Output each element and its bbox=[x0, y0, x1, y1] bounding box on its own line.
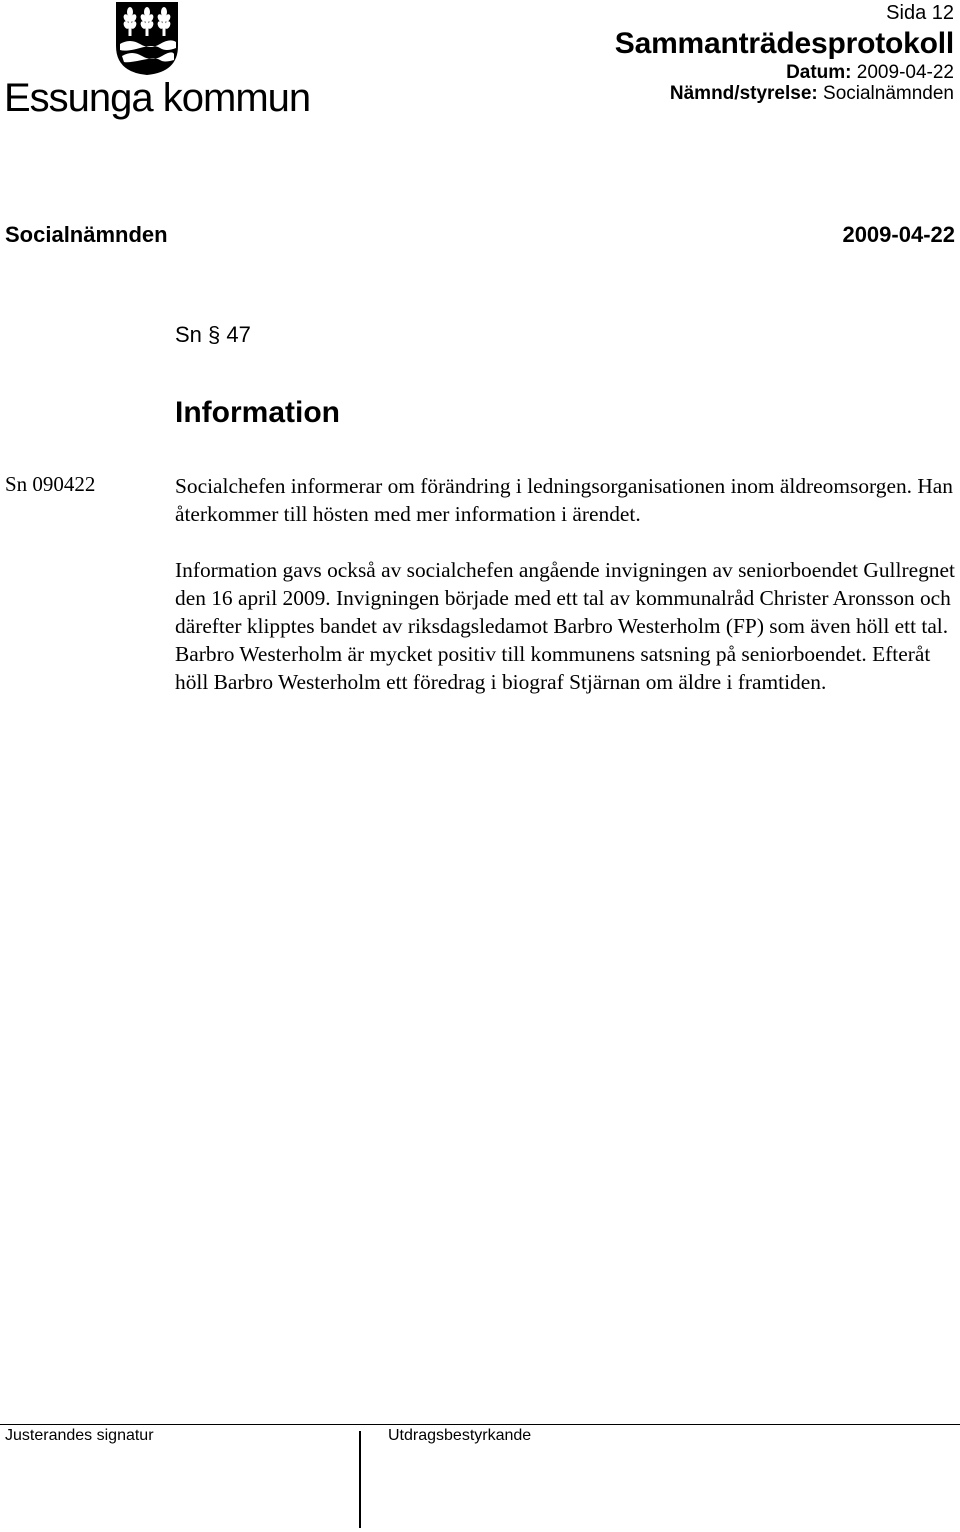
footer-rule bbox=[0, 1424, 960, 1425]
section-body bbox=[175, 472, 957, 696]
document-header bbox=[615, 2, 954, 105]
municipal-crest-icon bbox=[114, 0, 180, 76]
municipality-logo bbox=[0, 0, 311, 125]
page-number: Sida 12 bbox=[886, 2, 954, 24]
certification-label: Utdragsbestyrkande bbox=[388, 1427, 532, 1444]
date-value: 2009-04-22 bbox=[856, 61, 954, 83]
board-value: Socialnämnden bbox=[823, 83, 954, 105]
section-heading: Information bbox=[175, 396, 340, 429]
logo-wordmark: Essunga kommun bbox=[4, 76, 311, 120]
committee-date: 2009-04-22 bbox=[842, 222, 955, 247]
body-paragraph: Socialchefen informerar om förändring i ledningsorganisationen inom äldreomsorgen. Han återkommer till hösten med mer information i ärendet. bbox=[175, 474, 953, 526]
date-line bbox=[615, 62, 954, 84]
signature-label: Justerandes signatur bbox=[5, 1427, 154, 1444]
committee-name: Socialnämnden bbox=[5, 222, 168, 247]
case-reference: Sn 090422 bbox=[5, 472, 96, 496]
board-label: Nämnd/styrelse: bbox=[669, 83, 818, 105]
committee-row bbox=[5, 222, 955, 250]
document-title: Sammanträdesprotokoll bbox=[614, 27, 954, 60]
date-label: Datum: bbox=[786, 61, 852, 83]
board-line bbox=[615, 83, 954, 105]
body-paragraph: Information gavs också av socialchefen angående invigningen av seniorboendet Gullregnet den 16 april 2009. Invigningen började med ett tal av kommunalråd Christer Aronsson och därefter klipptes bandet av riksdagsledamot Barbro Westerholm (FP) som även höll ett tal. Barbro Westerholm är mycket positiv till kommunens satsning på seniorboendet. Efteråt höll Barbro Westerholm ett föredrag i biograf Stjärnan om äldre i framtiden. bbox=[175, 558, 955, 694]
footer-divider bbox=[359, 1431, 361, 1528]
paragraph-number: Sn § 47 bbox=[175, 322, 251, 347]
